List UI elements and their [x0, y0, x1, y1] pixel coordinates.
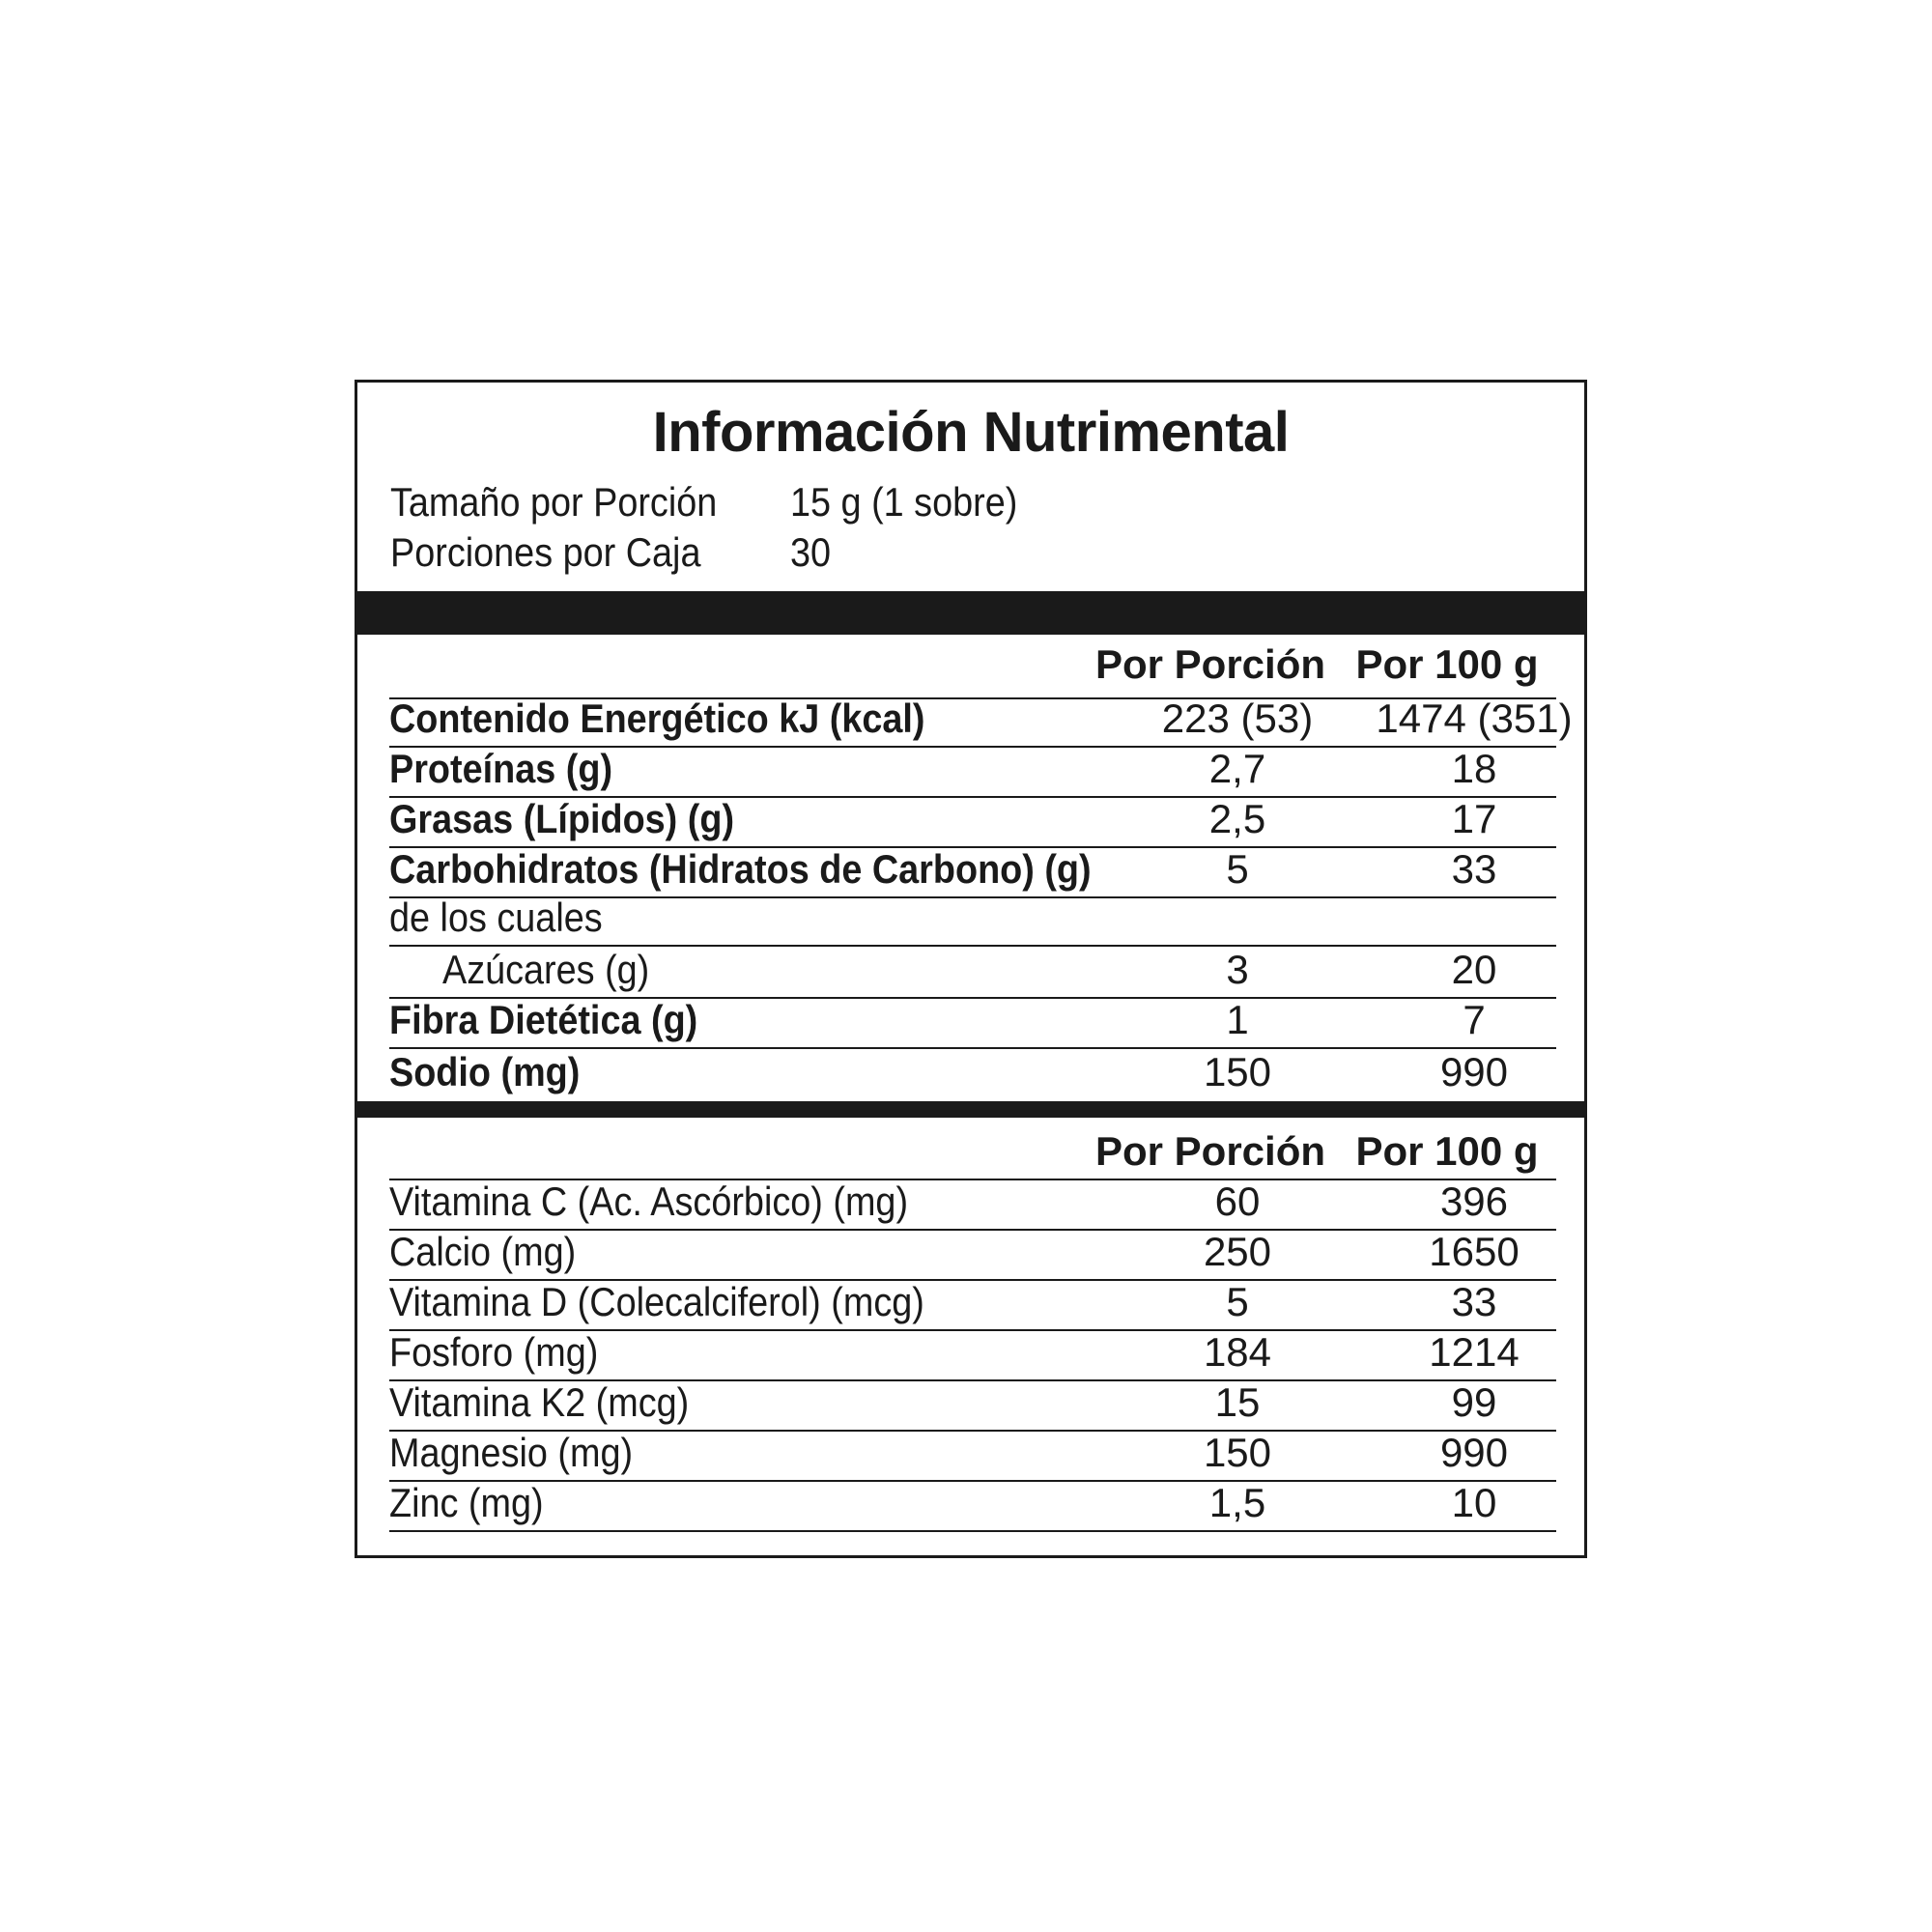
table-row: [389, 999, 1556, 1049]
per-serving-value: 60: [1214, 1179, 1261, 1224]
per-serving-value: 1,5: [1208, 1480, 1266, 1525]
per-100g-value: 20: [1451, 947, 1497, 992]
nutrient-label: Fosforo (mg): [389, 1329, 599, 1375]
per-100g-value: 10: [1451, 1480, 1497, 1525]
thick-divider-2: [357, 1101, 1584, 1118]
per-100g-value: 1474 (351): [1376, 696, 1573, 741]
thick-divider: [357, 591, 1584, 635]
per-serving-value: 1: [1226, 997, 1249, 1042]
table-row: [389, 848, 1556, 898]
nutrient-label: Grasas (Lípidos) (g): [389, 796, 735, 841]
serving-size-row: [390, 479, 1017, 526]
nutrient-label: Vitamina D (Colecalciferol) (mcg): [389, 1279, 924, 1324]
nutrient-label: Azúcares (g): [442, 947, 650, 992]
table-row: [389, 1049, 1556, 1099]
per-serving-value: 3: [1226, 947, 1249, 992]
column-header-per-serving-2: Por Porción: [1094, 1128, 1326, 1174]
nutrient-label: de los cuales: [389, 895, 603, 940]
per-serving-value: 223 (53): [1161, 696, 1314, 741]
per-serving-value: 5: [1226, 1279, 1249, 1324]
table-row: [389, 696, 1573, 748]
nutrient-label: Calcio (mg): [389, 1229, 577, 1274]
table-row: [389, 1331, 1556, 1381]
per-serving-value: 250: [1203, 1229, 1272, 1274]
page-title: Información Nutrimental: [652, 401, 1290, 464]
nutrient-label: Proteínas (g): [389, 746, 613, 791]
nutrient-label: Vitamina K2 (mcg): [389, 1379, 690, 1425]
nutrient-label: Magnesio (mg): [389, 1430, 634, 1475]
column-header-per-100g-2: Por 100 g: [1355, 1128, 1539, 1174]
per-100g-value: 18: [1451, 746, 1497, 791]
per-100g-value: 1214: [1429, 1329, 1520, 1375]
nutrient-label: Zinc (mg): [389, 1480, 544, 1525]
servings-per-box-value: 30: [790, 529, 832, 575]
serving-size-value: 15 g (1 sobre): [790, 479, 1018, 525]
per-serving-value: 2,7: [1208, 746, 1266, 791]
per-100g-value: 990: [1439, 1430, 1509, 1475]
servings-per-box-row: [390, 529, 831, 576]
per-100g-value: 1650: [1429, 1229, 1520, 1274]
nutrient-label: Contenido Energético kJ (kcal): [389, 696, 925, 741]
nutrient-label: Sodio (mg): [389, 1049, 581, 1094]
table-row: [389, 798, 1556, 848]
nutrient-label: Carbohidratos (Hidratos de Carbono) (g): [389, 846, 1092, 892]
table-row: [389, 1281, 1556, 1331]
per-serving-value: 150: [1203, 1430, 1272, 1475]
per-100g-value: 33: [1451, 846, 1497, 892]
table-row: [389, 748, 1556, 798]
column-header-per-serving: Por Porción: [1094, 641, 1326, 687]
column-header-per-100g: Por 100 g: [1355, 641, 1539, 687]
nutrient-label: Vitamina C (Ac. Ascórbico) (mg): [389, 1179, 909, 1224]
per-serving-value: 2,5: [1208, 796, 1266, 841]
table-row: [389, 947, 1556, 999]
per-serving-value: 150: [1203, 1049, 1272, 1094]
per-100g-value: 99: [1451, 1379, 1497, 1425]
table-row: [389, 1180, 1556, 1231]
per-serving-value: 5: [1226, 846, 1249, 892]
per-100g-value: 33: [1451, 1279, 1497, 1324]
per-serving-value: 184: [1203, 1329, 1272, 1375]
per-serving-value: 15: [1214, 1379, 1261, 1425]
per-100g-value: 7: [1463, 997, 1486, 1042]
servings-per-box-label: Porciones por Caja: [390, 529, 701, 575]
table-row: [389, 1381, 1556, 1432]
nutrient-label: Fibra Dietética (g): [389, 997, 698, 1042]
per-100g-value: 990: [1439, 1049, 1509, 1094]
table-row: [389, 1482, 1556, 1532]
table-row: [389, 1432, 1556, 1482]
table-row: [389, 895, 1556, 947]
per-100g-value: 17: [1451, 796, 1497, 841]
table-row: [389, 1231, 1556, 1281]
serving-size-label: Tamaño por Porción: [390, 479, 718, 525]
per-100g-value: 396: [1439, 1179, 1509, 1224]
nutrition-facts-panel: [355, 380, 1587, 1558]
